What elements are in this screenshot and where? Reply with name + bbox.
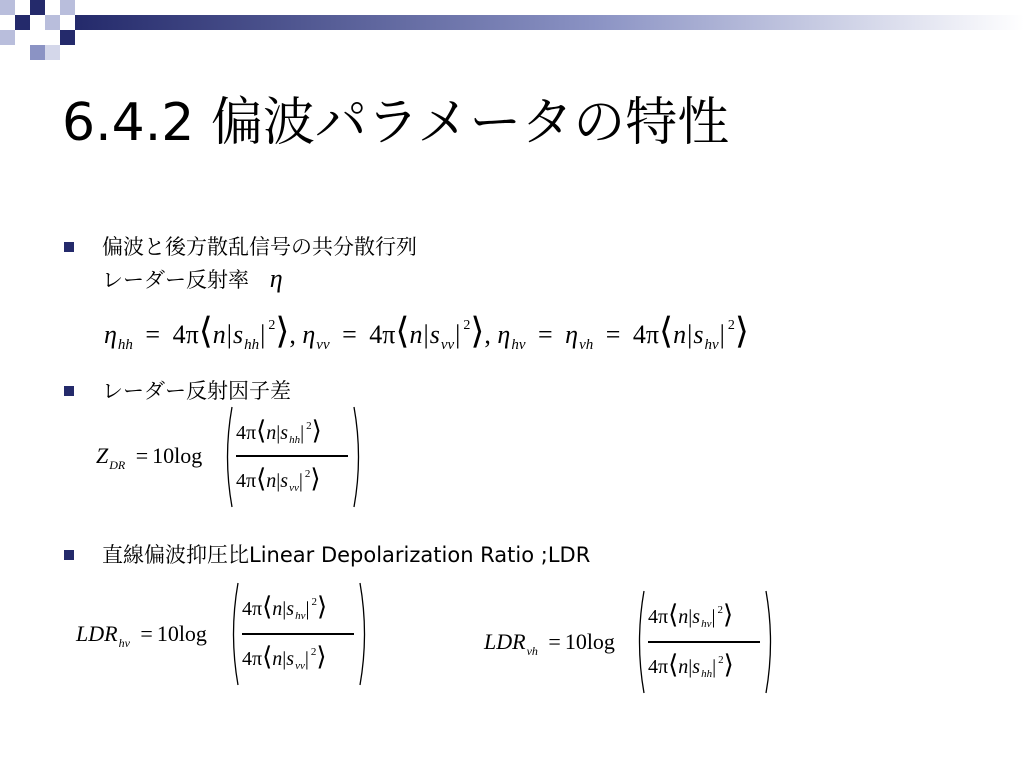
left-angle: ⟨	[256, 416, 267, 445]
s-sub-hv: hv	[295, 610, 306, 622]
eta-vh-symbol: η	[565, 320, 579, 349]
s-symbol: s	[692, 656, 701, 678]
ldr-vh-fraction-bar	[648, 641, 760, 643]
header-square	[45, 15, 60, 30]
s-sub-hh: hh	[289, 434, 301, 446]
eta-term-hv	[497, 311, 749, 353]
coef-4pi: 4π	[236, 470, 257, 492]
ldr-hv-right-paren	[358, 582, 370, 686]
ldr-hv-left-paren	[228, 582, 240, 686]
coef-4pi: 4π	[242, 598, 263, 620]
abs-bar: |	[719, 320, 725, 349]
right-angle: ⟩	[734, 311, 749, 351]
eq-sign: =	[140, 621, 153, 646]
ldr-vh-lhs	[484, 626, 615, 656]
left-angle: ⟨	[395, 311, 410, 351]
n-symbol: n	[266, 422, 277, 444]
n-symbol: n	[272, 598, 283, 620]
coef-4pi: 4π	[632, 320, 660, 349]
log-func: 10log	[156, 621, 207, 646]
power-2: 2	[304, 468, 311, 480]
left-angle: ⟨	[198, 311, 213, 351]
eta-term-hh	[104, 311, 302, 353]
left-angle: ⟨	[668, 650, 679, 679]
n-symbol: n	[673, 320, 687, 349]
comma: ,	[484, 320, 491, 349]
ldr-vh-denominator: $4\pi⟨n|s_{hh}|$ $^2$⟩	[648, 650, 734, 680]
comma: ,	[289, 320, 296, 349]
right-angle: ⟩	[311, 416, 322, 445]
eta-vv-symbol: η	[302, 320, 316, 349]
coef-4pi: 4π	[369, 320, 396, 349]
n-symbol: n	[266, 470, 277, 492]
ldr-hv-lhs	[76, 618, 207, 648]
eta-vh-sub: vh	[579, 337, 594, 353]
s-symbol: s	[286, 598, 295, 620]
eta-hv-symbol: η	[497, 320, 511, 349]
ldr-hv-fraction-bar	[242, 633, 354, 635]
s-sub-hh: hh	[244, 337, 260, 353]
coef-4pi: 4π	[648, 606, 669, 628]
header-square	[60, 0, 75, 15]
ldr-symbol: LDR	[76, 621, 118, 646]
power-2: 2	[463, 318, 471, 333]
slide-title: 6.4.2 偏波パラメータの特性	[62, 93, 730, 153]
zdr-denominator: $4\pi⟨n|s_{vv}|$ $^2$⟩	[236, 464, 321, 494]
left-angle: ⟨	[668, 600, 679, 629]
ldr-vh-numerator: $4\pi⟨n|s_{hv}|$ $^2$⟩	[648, 600, 734, 630]
eq-sign: =	[537, 320, 553, 349]
n-symbol: n	[678, 606, 689, 628]
eta-vv-sub: vv	[316, 337, 330, 353]
ldr-vh-left-paren	[634, 590, 646, 694]
bullet-1-line-1: 偏波と後方散乱信号の共分散行列	[102, 235, 417, 259]
coef-4pi: 4π	[236, 422, 257, 444]
ldr-vh-sub: vh	[526, 644, 538, 658]
ldr-vh-right-paren	[764, 590, 776, 694]
header-square	[15, 15, 30, 30]
right-angle: ⟩	[275, 311, 290, 351]
right-angle: ⟩	[310, 464, 321, 493]
coef-4pi: 4π	[242, 648, 263, 670]
right-angle: ⟩	[722, 600, 734, 629]
left-angle: ⟨	[262, 592, 273, 621]
power-2: 2	[311, 596, 317, 608]
bullet-1-line-2	[102, 264, 283, 295]
eq-sign: =	[548, 629, 561, 654]
eta-term-vv	[302, 311, 497, 353]
left-angle: ⟨	[256, 464, 267, 493]
s-symbol: s	[429, 320, 440, 349]
zdr-fraction-bar	[236, 455, 348, 457]
ldr-hv-formula	[76, 580, 376, 688]
power-2: 2	[268, 318, 276, 333]
s-symbol: s	[692, 606, 701, 628]
eq-sign: =	[145, 320, 161, 349]
bullet-2-line-1: レーダー反射因子差	[102, 379, 291, 403]
power-2: 2	[718, 654, 724, 666]
coef-4pi: 4π	[172, 320, 199, 349]
left-angle: ⟨	[659, 311, 674, 351]
s-symbol: s	[232, 320, 244, 349]
s-sub-vv: vv	[289, 482, 299, 494]
ldr-hv-denominator: $4\pi⟨n|s_{vv}|$ $^2$⟩	[242, 642, 327, 672]
s-sub-hv: hv	[704, 337, 719, 353]
zdr-right-paren	[352, 406, 364, 508]
right-angle: ⟩	[316, 592, 328, 621]
header-square	[0, 30, 15, 45]
n-symbol: n	[678, 656, 689, 678]
header-square	[30, 0, 45, 15]
s-symbol: s	[280, 470, 289, 492]
abs-bar: |	[455, 320, 461, 349]
ldr-hv-sub: hv	[118, 636, 130, 650]
header-bar	[75, 15, 1024, 30]
header-square	[30, 45, 45, 60]
zdr-numerator: $4\pi⟨n|s_{hh}|$ $^2$⟩	[236, 416, 322, 446]
eq-sign: =	[135, 443, 149, 468]
right-angle: ⟩	[723, 650, 734, 679]
power-2: 2	[727, 318, 735, 333]
header-square	[60, 30, 75, 45]
ldr-vh-formula	[484, 588, 784, 696]
header-square	[45, 45, 60, 60]
eta-formula	[104, 310, 749, 352]
log-func: 10log	[152, 443, 203, 468]
n-symbol: n	[212, 320, 226, 349]
abs-bar: |	[423, 320, 429, 349]
left-angle: ⟨	[262, 642, 273, 671]
ldr-symbol: LDR	[484, 629, 526, 654]
zdr-sub: DR	[109, 458, 126, 472]
s-symbol: s	[693, 320, 704, 349]
right-angle: ⟩	[316, 642, 327, 671]
z-symbol: Z	[96, 443, 109, 468]
header-decoration	[0, 0, 1024, 60]
log-func: 10log	[564, 629, 615, 654]
power-2: 2	[717, 604, 723, 616]
ldr-hv-numerator: $4\pi⟨n|s_{hv}|$ $^2$⟩	[242, 592, 328, 622]
coef-4pi: 4π	[648, 656, 669, 678]
bullet-marker	[64, 242, 74, 252]
s-sub-vv: vv	[295, 660, 305, 672]
abs-bar: |	[226, 320, 232, 349]
n-symbol: n	[272, 648, 283, 670]
s-symbol: s	[280, 422, 289, 444]
abs-bar: |	[687, 320, 693, 349]
abs-bar: |	[260, 320, 266, 349]
zdr-formula	[96, 404, 376, 510]
s-sub-vv: vv	[440, 337, 455, 353]
zdr-left-paren	[222, 406, 234, 508]
eta-hh-symbol: η	[104, 320, 117, 349]
header-square	[0, 0, 15, 15]
bullet-marker	[64, 386, 74, 396]
bullet-3-line-1: 直線偏波抑圧比Linear Depolarization Ratio ;LDR	[102, 543, 591, 567]
zdr-lhs	[96, 440, 202, 470]
power-2: 2	[310, 646, 317, 658]
bullet-1-line-2-text: レーダー反射率	[102, 268, 249, 292]
eq-sign: =	[342, 320, 357, 349]
eta-hv-sub: hv	[511, 337, 526, 353]
n-symbol: n	[409, 320, 423, 349]
eta-symbol: η	[269, 264, 283, 293]
eta-hh-sub: hh	[117, 337, 133, 353]
right-angle: ⟩	[470, 311, 485, 351]
s-sub-hh: hh	[701, 668, 713, 680]
s-sub-hv: hv	[701, 618, 712, 630]
s-symbol: s	[286, 648, 295, 670]
eq-sign: =	[605, 320, 621, 349]
power-2: 2	[306, 420, 312, 432]
bullet-marker	[64, 550, 74, 560]
